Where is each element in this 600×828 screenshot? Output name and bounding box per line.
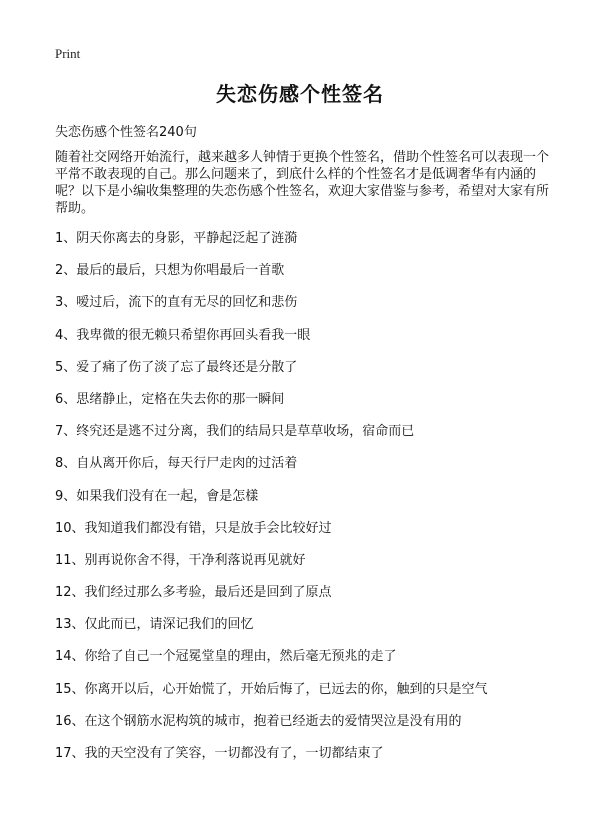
intro-paragraph: 随着社交网络开始流行，越来越多人钟情于更换个性签名，借助个性签名可以表现一个平常不敢表现的自己。那么问题来了，到底什么样的个性签名才是低调奢华有内涵的呢？以下是小编收集整理的失恋伤感个性签名，欢迎大家借鉴与参考，希望对大家有所帮助。: [55, 150, 550, 216]
list-item: 9、如果我们没有在一起，會是怎樣: [55, 488, 259, 504]
list-item: 8、自从离开你后，每天行尸走肉的过活着: [55, 456, 298, 472]
list-item: 11、别再说你舍不得，干净利落说再见就好: [55, 552, 306, 568]
list-item: 12、我们经过那么多考验，最后还是回到了原点: [55, 585, 332, 601]
list-item: 15、你离开以后，心开始慌了，开始后悔了，已远去的你，触到的只是空气: [55, 681, 488, 697]
list-item: 2、最后的最后，只想为你唱最后一首歌: [55, 263, 285, 279]
list-item: 13、仅此而已，请深记我们的回忆: [55, 617, 254, 633]
list-item: 7、终究还是逃不过分离，我们的结局只是草草收场，宿命而已: [55, 424, 415, 440]
list-item: 3、嗳过后，流下的直有无尽的回忆和悲伤: [55, 295, 298, 311]
list-item: 5、爱了痛了伤了淡了忘了最终还是分散了: [55, 359, 298, 375]
list-item: 17、我的天空没有了笑容，一切都没有了，一切都结束了: [55, 746, 384, 761]
list-item: 4、我卑微的很无赖只希望你再回头看我一眼: [55, 327, 311, 343]
list-item: 6、思绪静止，定格在失去你的那一瞬间: [55, 391, 285, 407]
list-item: 16、在这个钢筋水泥构筑的城市，抱着已经逝去的爱情哭泣是没有用的: [55, 713, 462, 729]
signature-list: [55, 223, 565, 770]
list-item: 14、你给了自己一个冠冕堂皇的理由，然后毫无预兆的走了: [55, 649, 397, 665]
list-item: 10、我知道我们都没有错，只是放手会比较好过: [55, 520, 332, 536]
list-item: 1、阴天你离去的身影，平静起泛起了涟漪: [55, 231, 298, 246]
article-subtitle: 失恋伤感个性签名240句: [55, 125, 197, 140]
page-title: 失恋伤感个性签名: [216, 82, 384, 106]
print-link[interactable]: Print: [55, 46, 81, 61]
